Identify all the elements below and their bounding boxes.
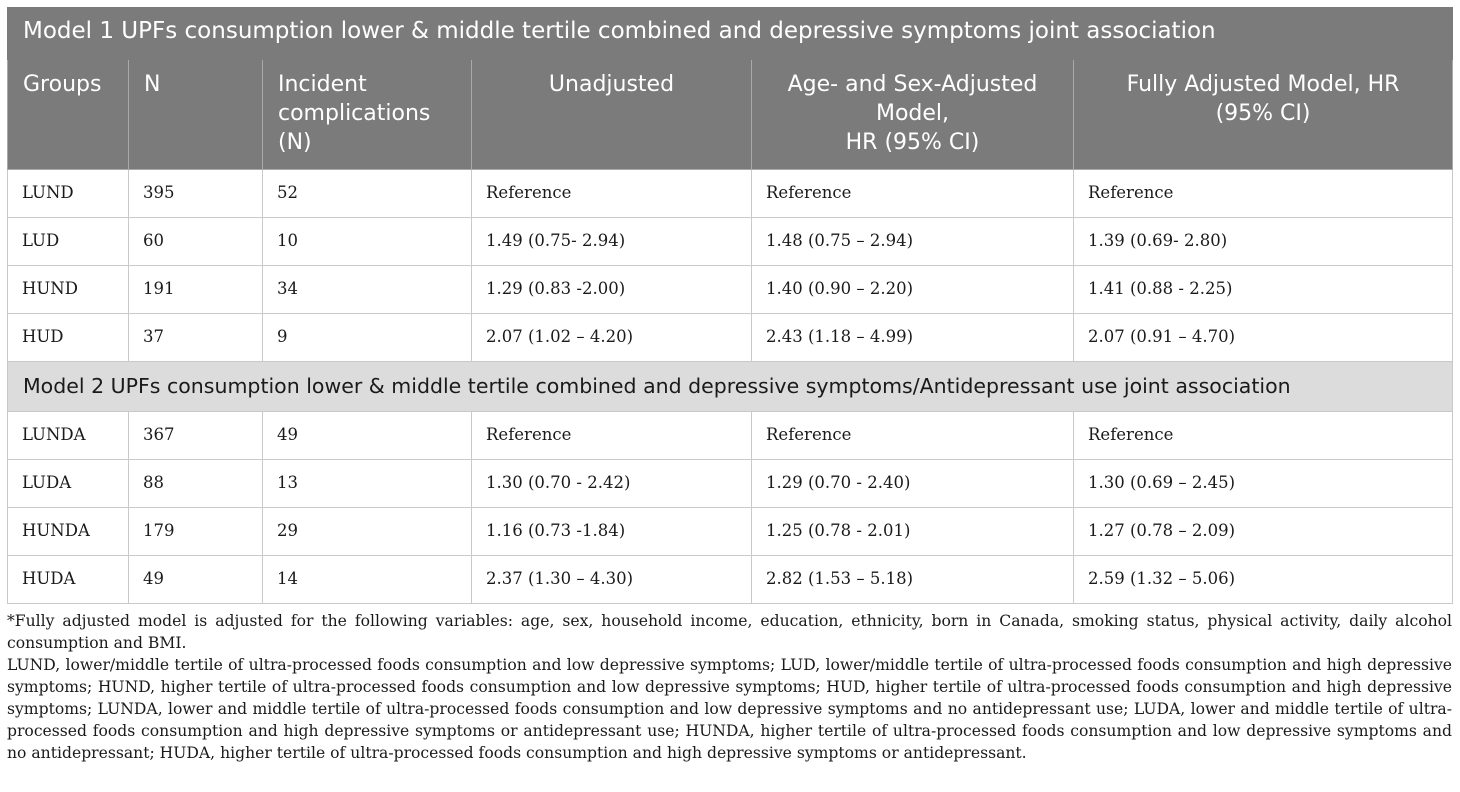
cell-age-sex-adjusted: 1.25 (0.78 - 2.01) xyxy=(752,508,1074,556)
table-row xyxy=(8,508,1453,556)
header-n xyxy=(129,60,263,170)
cell-groups: HUND xyxy=(8,266,129,314)
cell-groups: HUNDA xyxy=(8,508,129,556)
cell-incident-complications: 14 xyxy=(263,556,472,604)
header-fully-adjusted-line: (95% CI) xyxy=(1215,101,1311,126)
cell-n: 60 xyxy=(129,218,263,266)
header-incident-complications xyxy=(263,60,472,170)
cell-fully-adjusted: 2.07 (0.91 – 4.70) xyxy=(1074,314,1453,362)
cell-fully-adjusted: Reference xyxy=(1074,412,1453,460)
cell-groups: HUDA xyxy=(8,556,129,604)
cell-unadjusted: 2.37 (1.30 – 4.30) xyxy=(472,556,752,604)
table-title: Model 1 UPFs consumption lower & middle tertile combined and depressive symptoms joint association xyxy=(8,8,1453,60)
table-row xyxy=(8,460,1453,508)
header-unadjusted xyxy=(472,60,752,170)
cell-age-sex-adjusted: 2.82 (1.53 – 5.18) xyxy=(752,556,1074,604)
header-groups-line: Groups xyxy=(23,72,102,97)
cell-fully-adjusted: 1.41 (0.88 - 2.25) xyxy=(1074,266,1453,314)
header-age-sex-adjusted-line: Model, xyxy=(875,101,950,126)
header-incident-complications-line: Incident xyxy=(278,72,367,97)
cell-groups: LUD xyxy=(8,218,129,266)
cell-fully-adjusted: Reference xyxy=(1074,170,1453,218)
cell-fully-adjusted: 2.59 (1.32 – 5.06) xyxy=(1074,556,1453,604)
header-n-line: N xyxy=(144,72,161,97)
cell-incident-complications: 29 xyxy=(263,508,472,556)
table-row xyxy=(8,218,1453,266)
cell-incident-complications: 49 xyxy=(263,412,472,460)
cell-n: 367 xyxy=(129,412,263,460)
table-title-row xyxy=(8,8,1453,60)
cell-n: 179 xyxy=(129,508,263,556)
cell-unadjusted: 1.16 (0.73 -1.84) xyxy=(472,508,752,556)
cell-unadjusted: Reference xyxy=(472,170,752,218)
cell-groups: LUND xyxy=(8,170,129,218)
cell-incident-complications: 9 xyxy=(263,314,472,362)
header-age-sex-adjusted xyxy=(752,60,1074,170)
table-row xyxy=(8,170,1453,218)
cell-age-sex-adjusted: 1.29 (0.70 - 2.40) xyxy=(752,460,1074,508)
cell-incident-complications: 34 xyxy=(263,266,472,314)
cell-groups: LUNDA xyxy=(8,412,129,460)
header-fully-adjusted-line: Fully Adjusted Model, HR xyxy=(1126,72,1400,97)
cell-age-sex-adjusted: 2.43 (1.18 – 4.99) xyxy=(752,314,1074,362)
cell-unadjusted: 1.49 (0.75- 2.94) xyxy=(472,218,752,266)
cell-n: 88 xyxy=(129,460,263,508)
abbreviations-footnote: LUND, lower/middle tertile of ultra-processed foods consumption and low depressive symptoms; LUD, lower/middle tertile of ultra-processed foods consumption and high depressive symptoms; HUND, higher tertile of ultra-processed foods consumption and low depressive symptoms; HUD, higher tertile of ultra-processed foods consumption and high depressive symptoms; LUNDA, lower and middle tertile of ultra-processed foods consumption and low depressive symptoms and no antidepressant use; LUDA, lower and middle tertile of ultra-processed foods consumption and high depressive symptoms or antidepressant use; HUNDA, higher tertile of ultra-processed foods consumption and low depressive symptoms and no antidepressant; HUDA, higher tertile of ultra-processed foods consumption and high depressive symptoms or antidepressant. xyxy=(7,656,1452,762)
cell-unadjusted: 1.30 (0.70 - 2.42) xyxy=(472,460,752,508)
header-age-sex-adjusted-line: HR (95% CI) xyxy=(845,130,980,155)
table-header-row xyxy=(8,60,1453,170)
header-incident-complications-line: (N) xyxy=(278,130,312,155)
cell-n: 191 xyxy=(129,266,263,314)
table-footnotes xyxy=(7,610,1452,764)
cell-age-sex-adjusted: Reference xyxy=(752,412,1074,460)
results-table-container xyxy=(7,7,1452,604)
cell-unadjusted: Reference xyxy=(472,412,752,460)
cell-groups: HUD xyxy=(8,314,129,362)
table-row xyxy=(8,314,1453,362)
cell-groups: LUDA xyxy=(8,460,129,508)
header-incident-complications-line: complications xyxy=(278,101,431,126)
cell-incident-complications: 52 xyxy=(263,170,472,218)
model2-section-row xyxy=(8,362,1453,412)
cell-fully-adjusted: 1.30 (0.69 – 2.45) xyxy=(1074,460,1453,508)
header-age-sex-adjusted-line: Age- and Sex-Adjusted xyxy=(787,72,1038,97)
joint-association-table xyxy=(7,7,1453,604)
model2-section-title: Model 2 UPFs consumption lower & middle tertile combined and depressive symptoms/Antidepressant use joint association xyxy=(8,362,1453,412)
adjustment-footnote: *Fully adjusted model is adjusted for the following variables: age, sex, household income, education, ethnicity, born in Canada, smoking status, physical activity, daily alcohol consumption and BMI. xyxy=(7,612,1452,652)
cell-unadjusted: 1.29 (0.83 -2.00) xyxy=(472,266,752,314)
cell-age-sex-adjusted: 1.40 (0.90 – 2.20) xyxy=(752,266,1074,314)
cell-unadjusted: 2.07 (1.02 – 4.20) xyxy=(472,314,752,362)
header-unadjusted-line: Unadjusted xyxy=(548,72,675,97)
header-groups xyxy=(8,60,129,170)
cell-age-sex-adjusted: 1.48 (0.75 – 2.94) xyxy=(752,218,1074,266)
cell-incident-complications: 10 xyxy=(263,218,472,266)
table-row xyxy=(8,556,1453,604)
cell-age-sex-adjusted: Reference xyxy=(752,170,1074,218)
cell-n: 37 xyxy=(129,314,263,362)
cell-fully-adjusted: 1.27 (0.78 – 2.09) xyxy=(1074,508,1453,556)
cell-n: 49 xyxy=(129,556,263,604)
table-row xyxy=(8,412,1453,460)
cell-fully-adjusted: 1.39 (0.69- 2.80) xyxy=(1074,218,1453,266)
cell-n: 395 xyxy=(129,170,263,218)
header-fully-adjusted xyxy=(1074,60,1453,170)
cell-incident-complications: 13 xyxy=(263,460,472,508)
table-row xyxy=(8,266,1453,314)
